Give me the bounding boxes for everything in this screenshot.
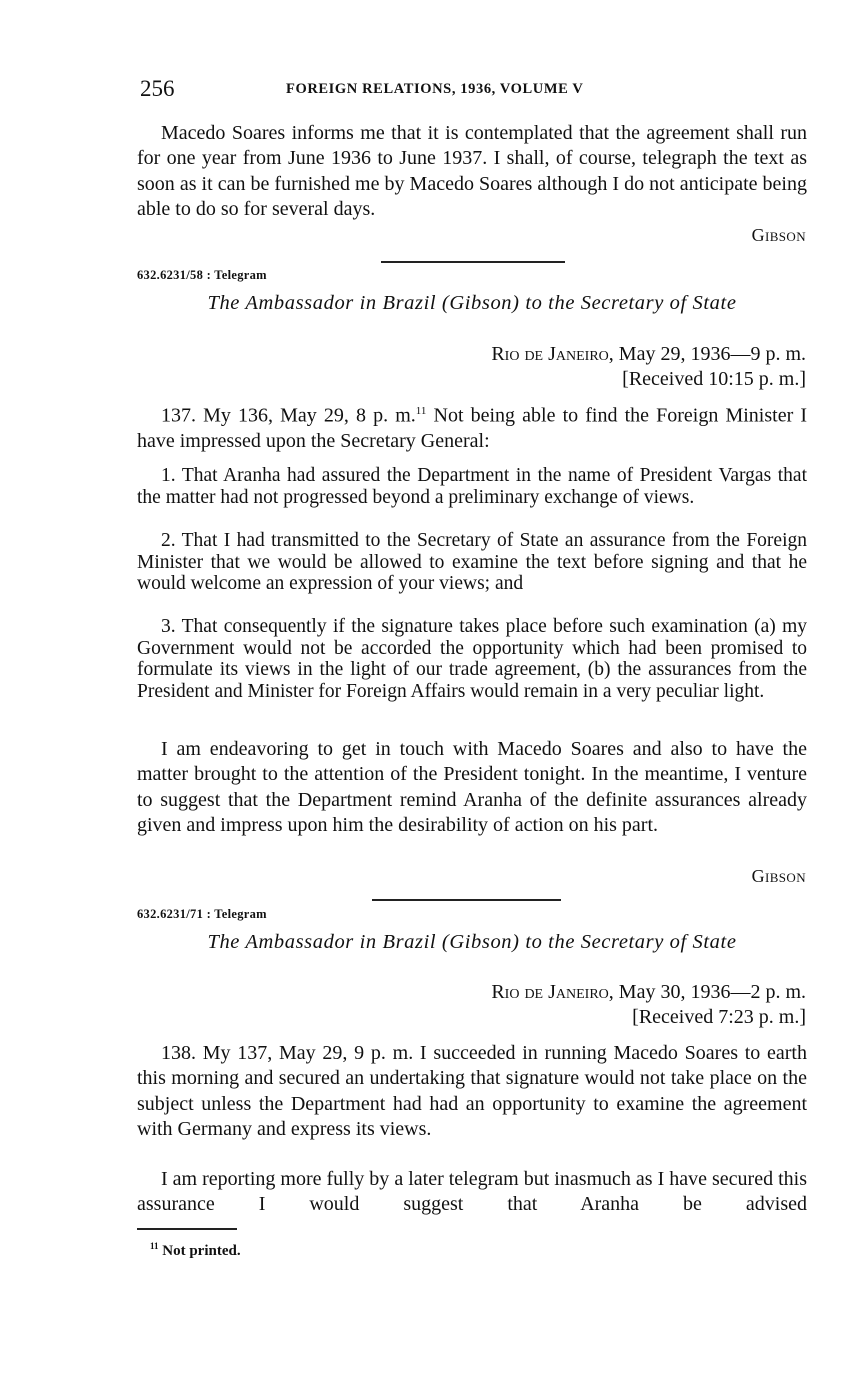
dateline-place: Rio de Janeiro, bbox=[491, 343, 614, 365]
footnote-marker: 11 bbox=[150, 1241, 159, 1251]
list-item-2: 2. That I had transmitted to the Secretary of State an assurance from the Foreign Minister that we would be allowed to examine the text before signing and that he would welcome an expression of your views; and bbox=[137, 530, 807, 594]
intro-paragraph: Macedo Soares informs me that it is contemplated that the agreement shall run for one year from June 1936 to June 1937. I shall, of course, telegraph the text as soon as it can be furnished me by Macedo Soares although I do not anticipate being able to do so for several days. bbox=[137, 122, 807, 221]
dateline-date-2: May 30, 1936—2 p. m. bbox=[618, 981, 806, 1003]
received-note-2: [Received 7:23 p. m.] bbox=[632, 1006, 806, 1028]
telegram-paragraph-2: I am reporting more fully by a later telegram but inasmuch as I have secured this assurance I would suggest that Aranha be advised bbox=[137, 1168, 807, 1216]
telegram-opening bbox=[137, 399, 807, 454]
footnote-divider bbox=[137, 1228, 237, 1230]
footnote-reference: 11 bbox=[415, 405, 427, 417]
file-number-2: 632.6231/71 : Telegram bbox=[137, 907, 267, 921]
opening-text: 137. My 136, May 29, 8 p. m. bbox=[161, 404, 416, 427]
intro-signature: Gibson bbox=[751, 225, 806, 245]
received-note: [Received 10:15 p. m.] bbox=[622, 368, 806, 390]
section-divider-2 bbox=[372, 899, 561, 901]
list-item-1: 1. That Aranha had assured the Department in the name of President Vargas that the matter had not progressed beyond a preliminary exchange of views. bbox=[137, 465, 807, 508]
footnote bbox=[150, 1241, 241, 1260]
dateline-2 bbox=[491, 980, 806, 1030]
running-header bbox=[140, 76, 806, 104]
dateline bbox=[491, 342, 806, 392]
opening-text-continued: Not being able to find the Foreign Minister I have impressed upon the Secretary General: bbox=[137, 404, 808, 453]
dateline-date: May 29, 1936—9 p. m. bbox=[618, 343, 806, 365]
running-title: FOREIGN RELATIONS, 1936, VOLUME V bbox=[286, 81, 584, 97]
file-number: 632.6231/58 : Telegram bbox=[137, 268, 267, 282]
dateline-place-2: Rio de Janeiro, bbox=[491, 981, 614, 1003]
section-divider bbox=[381, 261, 565, 263]
closing-paragraph: I am endeavoring to get in touch with Macedo Soares and also to have the matter brought to the attention of the President tonight. In the meantime, I venture to suggest that the Department remind Aranha of the definite assurances already given and impress upon him the desirability of action on his part. bbox=[137, 738, 807, 837]
document-title-2: The Ambassador in Brazil (Gibson) to the Secretary of State bbox=[207, 931, 737, 953]
list-item-3: 3. That consequently if the signature takes place before such examination (a) my Government would not be accorded the opportunity which had been promised to formulate its views in the light of our trade agreement, (b) the assurances from the President and Minister for Foreign Affairs would remain in a very peculiar light. bbox=[137, 616, 807, 702]
telegram-paragraph-1: 138. My 137, May 29, 9 p. m. I succeeded in running Macedo Soares to earth this morning and secured an undertaking that signature would not take place on the subject unless the Department had had an opportunity to examine the agreement with Germany and express its views. bbox=[137, 1042, 807, 1141]
page-number: 256 bbox=[140, 76, 175, 101]
footnote-text: Not printed. bbox=[158, 1243, 241, 1259]
closing-signature: Gibson bbox=[751, 866, 806, 886]
document-title: The Ambassador in Brazil (Gibson) to the Secretary of State bbox=[207, 292, 737, 314]
